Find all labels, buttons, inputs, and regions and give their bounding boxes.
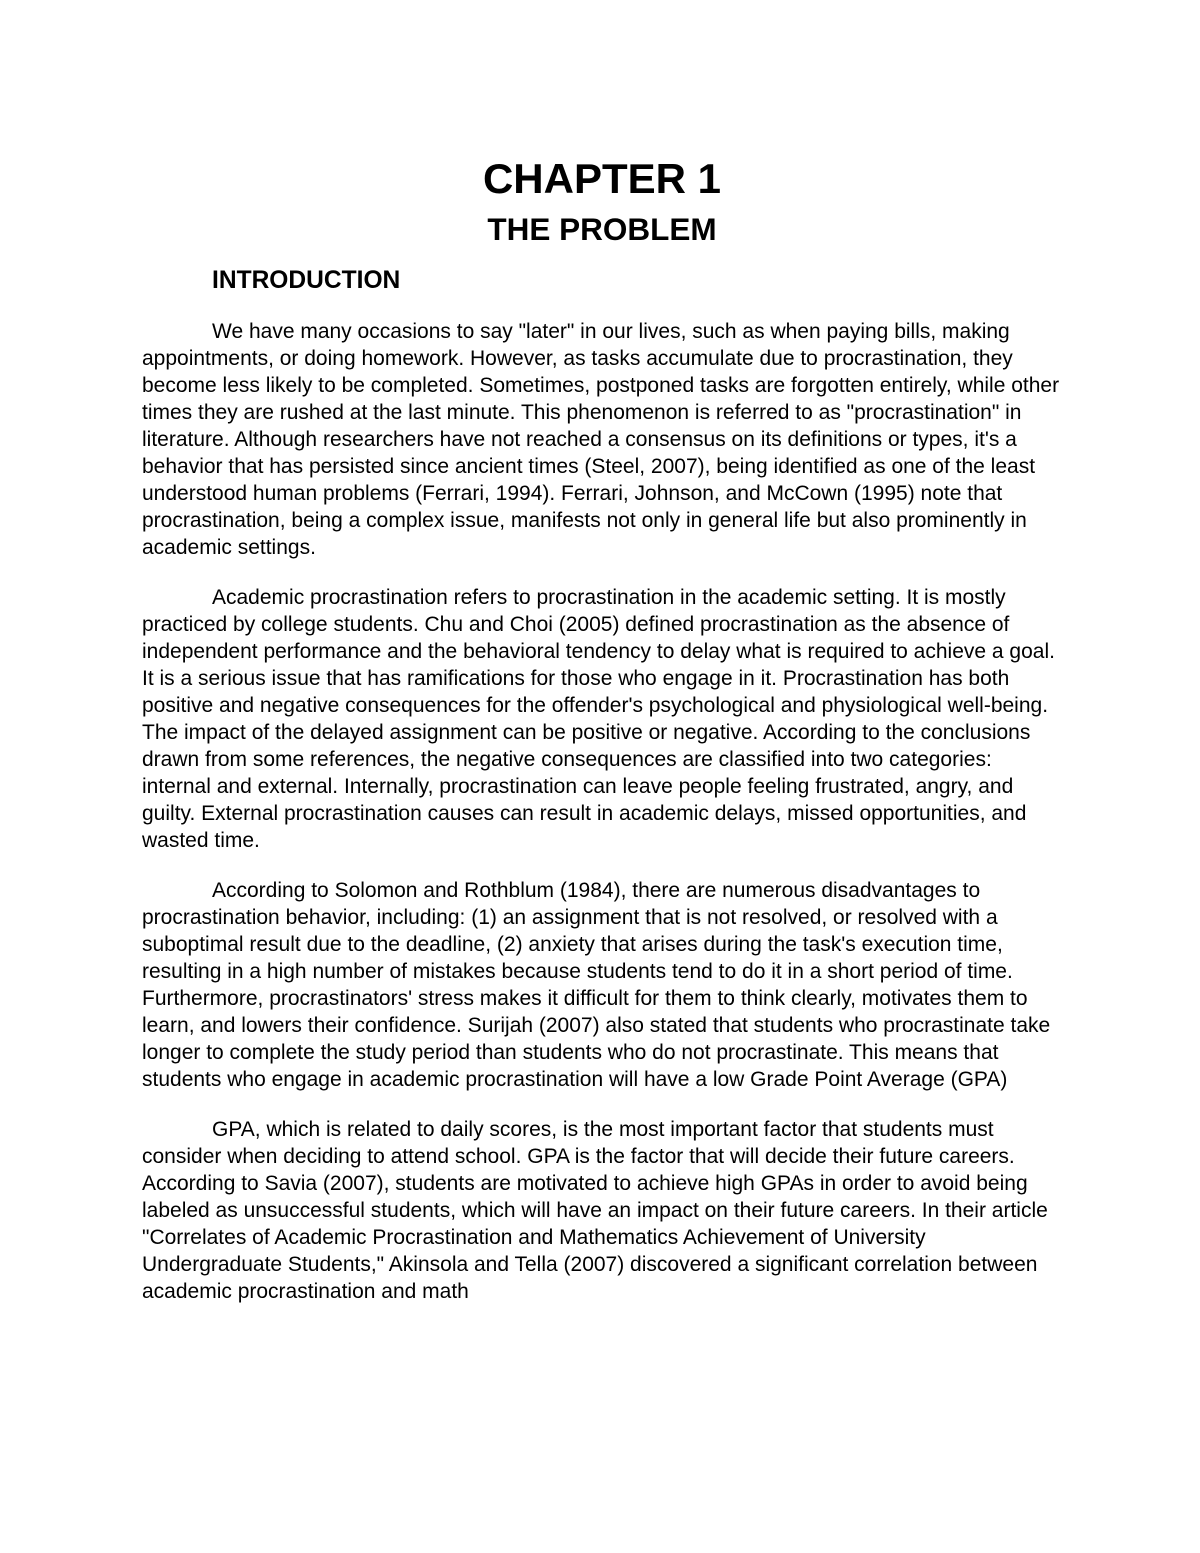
page-content	[142, 155, 1062, 1305]
paragraph-1: We have many occasions to say "later" in our lives, such as when paying bills, making appointments, or doing homework. However, as tasks accumulate due to procrastination, they become less likely to be completed. Sometimes, postponed tasks are forgotten entirely, while other times they are rushed at the last minute. This phenomenon is referred to as "procrastination" in literature. Although researchers have not reached a consensus on its definitions or types, it's a behavior that has persisted since ancient times (Steel, 2007), being identified as one of the least understood human problems (Ferrari, 1994). Ferrari, Johnson, and McCown (1995) note that procrastination, being a complex issue, manifests not only in general life but also prominently in academic settings.	[142, 320, 1060, 559]
paragraph-4: GPA, which is related to daily scores, is the most important factor that students must consider when deciding to attend school. GPA is the factor that will decide their future careers. According to Savia (2007), students are motivated to achieve high GPAs in order to avoid being labeled as unsuccessful students, which will have an impact on their future careers. In their article "Correlates of Academic Procrastination and Mathematics Achievement of University Undergraduate Students," Akinsola and Tella (2007) discovered a significant correlation between academic procrastination and math	[142, 1118, 1048, 1303]
paragraph-2: Academic procrastination refers to procrastination in the academic setting. It is mostly practiced by college students. Chu and Choi (2005) defined procrastination as the absence of independent performance and the behavioral tendency to delay what is required to achieve a goal. It is a serious issue that has ramifications for those who engage in it. Procrastination has both positive and negative consequences for the offender's psychological and physiological well-being. The impact of the delayed assignment can be positive or negative. According to the conclusions drawn from some references, the negative consequences are classified into two categories: internal and external. Internally, procrastination can leave people feeling frustrated, angry, and guilty. External procrastination causes can result in academic delays, missed opportunities, and wasted time.	[142, 586, 1055, 852]
chapter-title: THE PROBLEM	[487, 211, 717, 247]
section-heading-introduction: INTRODUCTION	[212, 267, 401, 294]
chapter-heading: CHAPTER 1	[482, 155, 722, 202]
paragraph-3: According to Solomon and Rothblum (1984), there are numerous disadvantages to procrastination behavior, including: (1) an assignment that is not resolved, or resolved with a suboptimal result due to the deadline, (2) anxiety that arises during the task's execution time, resulting in a high number of mistakes because students tend to do it in a short period of time. Furthermore, procrastinators' stress makes it difficult for them to think clearly, motivates them to learn, and lowers their confidence. Surijah (2007) also stated that students who procrastinate take longer to complete the study period than students who do not procrastinate. This means that students who engage in academic procrastination will have a low Grade Point Average (GPA)	[142, 879, 1051, 1091]
